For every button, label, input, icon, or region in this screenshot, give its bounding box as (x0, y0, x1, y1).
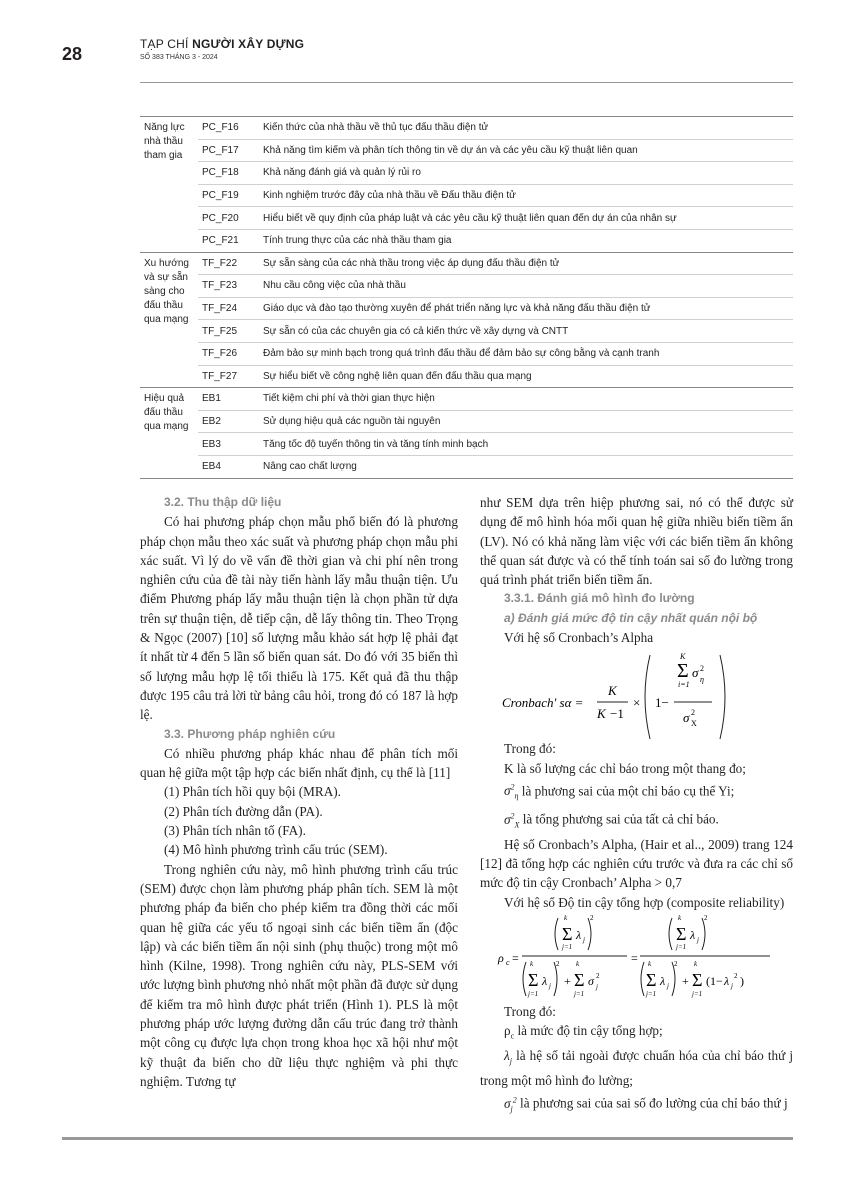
section-heading-3-2: 3.2. Thu thập dữ liệu (164, 495, 282, 509)
paragraph: $\lambda_j$ là hệ số tải ngoài được chuẩn hóa của chỉ báo thứ j trong một mô hình đo lường; (480, 1048, 794, 1088)
table-row (140, 275, 793, 298)
table-row (140, 297, 793, 320)
header-divider (140, 82, 793, 83)
svg-text:σ: σ (692, 665, 699, 681)
svg-text:λ: λ (576, 927, 582, 942)
factor-code: TF_F26 (198, 342, 259, 365)
footer-divider (62, 1137, 793, 1140)
factor-description: Khả năng tìm kiếm và phân tích thông tin về dự án và các yêu cầu kỹ thuật liên quan (259, 139, 793, 162)
paragraph: $\sigma^2_X$ là tổng phương sai của tất cả chỉ báo. (504, 811, 719, 830)
right-column (480, 493, 793, 1119)
table-row (140, 320, 793, 343)
factor-description: Tính trung thực của các nhà thầu tham gia (259, 229, 793, 252)
svg-text:2: 2 (596, 971, 600, 980)
svg-text:i=1: i=1 (678, 680, 690, 690)
svg-text:X: X (691, 719, 697, 729)
paragraph: Trong đó: (504, 741, 556, 757)
section-heading-3-3: 3.3. Phương pháp nghiên cứu (164, 726, 336, 741)
factor-description: Nâng cao chất lượng (259, 455, 793, 478)
svg-text:η: η (700, 675, 704, 685)
svg-text:k: k (678, 913, 682, 922)
factor-description: Tiết kiệm chi phí và thời gian thực hiện (259, 388, 793, 411)
svg-text:j: j (583, 935, 585, 944)
svg-text:2: 2 (691, 708, 695, 718)
svg-text:j: j (697, 935, 699, 944)
table-row (140, 117, 793, 140)
factor-code: PC_F18 (198, 162, 259, 185)
svg-text:Σ: Σ (676, 923, 687, 944)
table-row (140, 410, 793, 433)
journal-title: TẠP CHÍ NGƯỜI XÂY DỰNG (140, 37, 305, 51)
table-row (140, 365, 793, 388)
factor-description: Hiểu biết về quy định của pháp luật và các yêu cầu kỹ thuật liên quan đến dự án của nhân sự (259, 207, 793, 230)
svg-text:j: j (596, 982, 598, 991)
svg-text:K: K (597, 706, 606, 722)
svg-text:k: k (576, 959, 580, 968)
svg-text:Σ: Σ (562, 923, 573, 944)
factor-description: Đảm bảo sự minh bạch trong quá trình đấu thầu để đảm bảo sự công bằng và cạnh tranh (259, 342, 793, 365)
svg-text:×: × (633, 695, 641, 711)
svg-text:λ: λ (690, 927, 696, 942)
table-row (140, 229, 793, 252)
svg-text:λ: λ (660, 973, 666, 988)
svg-text:ρ: ρ (498, 950, 504, 965)
factor-description: Giáo dục và đào tạo thường xuyên để phát triển năng lực và khả năng đấu thầu điện tử (259, 297, 793, 320)
group-label: Xu hướng và sự sẵn sàng cho đấu thầu qua mạng (140, 252, 198, 388)
svg-text:j=1: j=1 (692, 989, 703, 998)
group-label: Năng lực nhà thầu tham gia (140, 117, 198, 253)
svg-text:−1: −1 (610, 706, 624, 722)
paragraph: Có hai phương pháp chọn mẫu phổ biến đó là phương pháp chọn mẫu theo xác suất và phương pháp chọn mẫu phi xác suất. Vì lý do về vấn đề thời gian và chi phí nên trong nghiên cứu của đề tài này tiến hành lấy mẫu thuận tiện. Ưu điểm Phương pháp lấy mẫu thuận tiện là chọn phần tử dựa trên sự thuận tiện, dễ tiếp cận, dễ lấy thông tin. Theo Trọng & Ngọc (2007) [10] số lượng mẫu khảo sát hợp lệ phải đạt ít nhất từ 4 đến 5 lần số biến quan sát. Do đó với 35 biến thì số lượng mẫu hợp lệ tối thiểu là 175. Kết quả đã thu thập được 195 câu trả lời từ bảng câu hỏi, trong đó có 187 là hợp lệ. (140, 514, 458, 723)
svg-text:j: j (731, 981, 733, 990)
svg-text:j: j (549, 981, 551, 990)
factor-description: Sự sẵn có của các chuyên gia có cả kiến thức về xây dựng và CNTT (259, 320, 793, 343)
factor-code: TF_F22 (198, 252, 259, 275)
paragraph: như SEM dựa trên hiệp phương sai, nó có thể được sử dụng để mô hình hóa mối quan hệ giữa nhiều biến tiềm ẩn (LV). Nó có khả năng làm việc với các biến tiềm ẩn không thể quan sát được và có thể tính toán sai số đo lường trong quá trình phát triển biến tiềm ẩn. (480, 495, 793, 588)
list-item: (2) Phân tích đường dẫn (PA). (164, 803, 323, 819)
subsection-heading-a: a) Đánh giá mức độ tin cậy nhất quán nội bộ (504, 610, 758, 625)
table-row (140, 433, 793, 456)
svg-text:σ: σ (588, 973, 594, 988)
table-row (140, 207, 793, 230)
svg-text:c: c (506, 957, 510, 967)
factor-description: Kiến thức của nhà thầu về thủ tục đấu thầu điện tử (259, 117, 793, 140)
svg-text:k: k (530, 959, 534, 968)
factor-code: EB2 (198, 410, 259, 433)
factor-description: Sử dụng hiệu quả các nguồn tài nguyên (259, 410, 793, 433)
svg-text:): ) (740, 973, 744, 988)
list-item: (1) Phân tích hồi quy bội (MRA). (164, 784, 341, 800)
cronbach-formula (480, 647, 793, 739)
table-row (140, 388, 793, 411)
svg-text:Cronbach' sα =: Cronbach' sα = (502, 695, 584, 711)
svg-text:+: + (682, 973, 689, 988)
svg-text:2: 2 (556, 959, 560, 968)
svg-text:j=1: j=1 (528, 989, 539, 998)
factor-code: TF_F24 (198, 297, 259, 320)
list-item: (4) Mô hình phương trình cấu trúc (SEM). (164, 842, 388, 858)
factor-description: Sự hiểu biết về công nghệ liên quan đến đấu thầu qua mạng (259, 365, 793, 388)
svg-text:j=1: j=1 (562, 942, 573, 951)
factor-description: Kinh nghiệm trước đây của nhà thầu về Đấu thầu điện tử (259, 184, 793, 207)
svg-text:K: K (680, 652, 686, 662)
svg-text:j=1: j=1 (574, 989, 585, 998)
svg-text:2: 2 (674, 959, 678, 968)
factor-description: Sự sẵn sàng của các nhà thầu trong việc áp dụng đấu thầu điện tử (259, 252, 793, 275)
issue-info: SỐ 383 THÁNG 3 - 2024 (140, 54, 218, 61)
paragraph: Có nhiều phương pháp khác nhau để phân tích mối quan hệ giữa một tập hợp các biến nhất định, cụ thể là [11] (140, 745, 458, 781)
factor-code: EB1 (198, 388, 259, 411)
paragraph: Với hệ số Độ tin cậy tổng hợp (composite reliability) (504, 894, 785, 910)
section-heading-3-3-1: 3.3.1. Đánh giá mô hình đo lường (504, 591, 695, 606)
svg-text:λ: λ (724, 973, 730, 988)
svg-text:+: + (564, 973, 571, 988)
svg-text:Σ: Σ (692, 969, 703, 990)
paragraph: $\rho_c$ là mức độ tin cậy tổng hợp; (504, 1023, 663, 1041)
svg-text:=: = (631, 950, 638, 965)
table-row (140, 252, 793, 275)
svg-text:K: K (608, 683, 617, 699)
svg-text:2: 2 (734, 971, 738, 980)
paragraph: Với hệ số Cronbach’s Alpha (504, 630, 654, 646)
paragraph: Trong nghiên cứu này, mô hình phương trình cấu trúc (SEM) được chọn làm phương pháp phân tích. SEM là một phương pháp đa biến cho phép kiểm tra đồng thời các mối quan hệ giữa các yếu tố ngoại sinh các biến tiềm ẩn (độc lập) và các biến tiềm ẩn nội sinh (phụ thuộc) trong một mô hình (Kilne, 1998). Trong nghiên cứu này, PLS-SEM với ước lượng bình phương nhỏ nhất một phần đã được sử dụng để kiểm tra mô hình được phát triển (Hình 1). PLS là một phương pháp ước lượng đường dẫn cấu trúc đang trở thành một công cụ được lựa chọn trong khoa học xã hội như một kỹ thuật đa biến cho dữ liệu thực nghiệm và phi thực nghiệm. Tương tự (140, 861, 458, 1089)
table-row (140, 342, 793, 365)
paragraph: $\sigma^2_\eta$ là phương sai của một chỉ báo cụ thể Yi; (504, 782, 735, 801)
factor-code: TF_F27 (198, 365, 259, 388)
factor-code: EB3 (198, 433, 259, 456)
factor-description: Tăng tốc độ tuyến thông tin và tăng tính minh bạch (259, 433, 793, 456)
svg-text:Σ: Σ (574, 969, 585, 990)
page-number: 28 (62, 44, 83, 64)
factor-description: Nhu cầu công việc của nhà thầu (259, 275, 793, 298)
factor-code: TF_F23 (198, 275, 259, 298)
list-item: (3) Phân tích nhân tố (FA). (164, 823, 306, 839)
paragraph: Trong đó: (504, 1003, 556, 1019)
svg-text:j=1: j=1 (646, 989, 657, 998)
svg-text:2: 2 (700, 664, 704, 674)
factor-code: PC_F17 (198, 139, 259, 162)
table-row (140, 455, 793, 478)
table-row (140, 184, 793, 207)
factor-description: Khả năng đánh giá và quản lý rủi ro (259, 162, 793, 185)
composite-reliability-formula (480, 912, 793, 1002)
svg-text:Σ: Σ (646, 969, 657, 990)
factor-code: TF_F25 (198, 320, 259, 343)
svg-text:j: j (667, 981, 669, 990)
svg-text:=: = (512, 950, 519, 965)
svg-text:k: k (564, 913, 568, 922)
svg-text:k: k (648, 959, 652, 968)
svg-text:j=1: j=1 (676, 942, 687, 951)
factor-code: PC_F20 (198, 207, 259, 230)
table-row (140, 162, 793, 185)
svg-text:2: 2 (590, 913, 594, 922)
factor-code: PC_F16 (198, 117, 259, 140)
factor-code: EB4 (198, 455, 259, 478)
svg-text:k: k (694, 959, 698, 968)
factor-code: PC_F19 (198, 184, 259, 207)
svg-text:Σ: Σ (528, 969, 539, 990)
group-label: Hiệu quả đấu thầu qua mạng (140, 388, 198, 478)
paragraph: K là số lượng các chỉ báo trong một thang đo; (504, 760, 746, 776)
svg-text:σ: σ (683, 710, 690, 726)
svg-text:Σ: Σ (677, 660, 689, 683)
svg-text:(1−: (1− (706, 973, 723, 988)
factor-code: PC_F21 (198, 229, 259, 252)
svg-text:1−: 1− (655, 695, 669, 711)
paragraph: $\sigma_j^2$ là phương sai của sai số đo lường của chỉ báo thứ j (504, 1095, 788, 1114)
svg-text:λ: λ (542, 973, 548, 988)
paragraph: Hệ số Cronbach’s Alpha, (Hair et al.., 2009) trang 124 [12] đã tổng hợp các nghiên cứu trước và đưa ra các chỉ số mức độ tin cậy Cronbach’ Alpha > 0,7 (480, 836, 793, 891)
left-column (140, 493, 458, 1091)
factor-table (140, 116, 793, 479)
table-row (140, 139, 793, 162)
svg-text:2: 2 (704, 913, 708, 922)
